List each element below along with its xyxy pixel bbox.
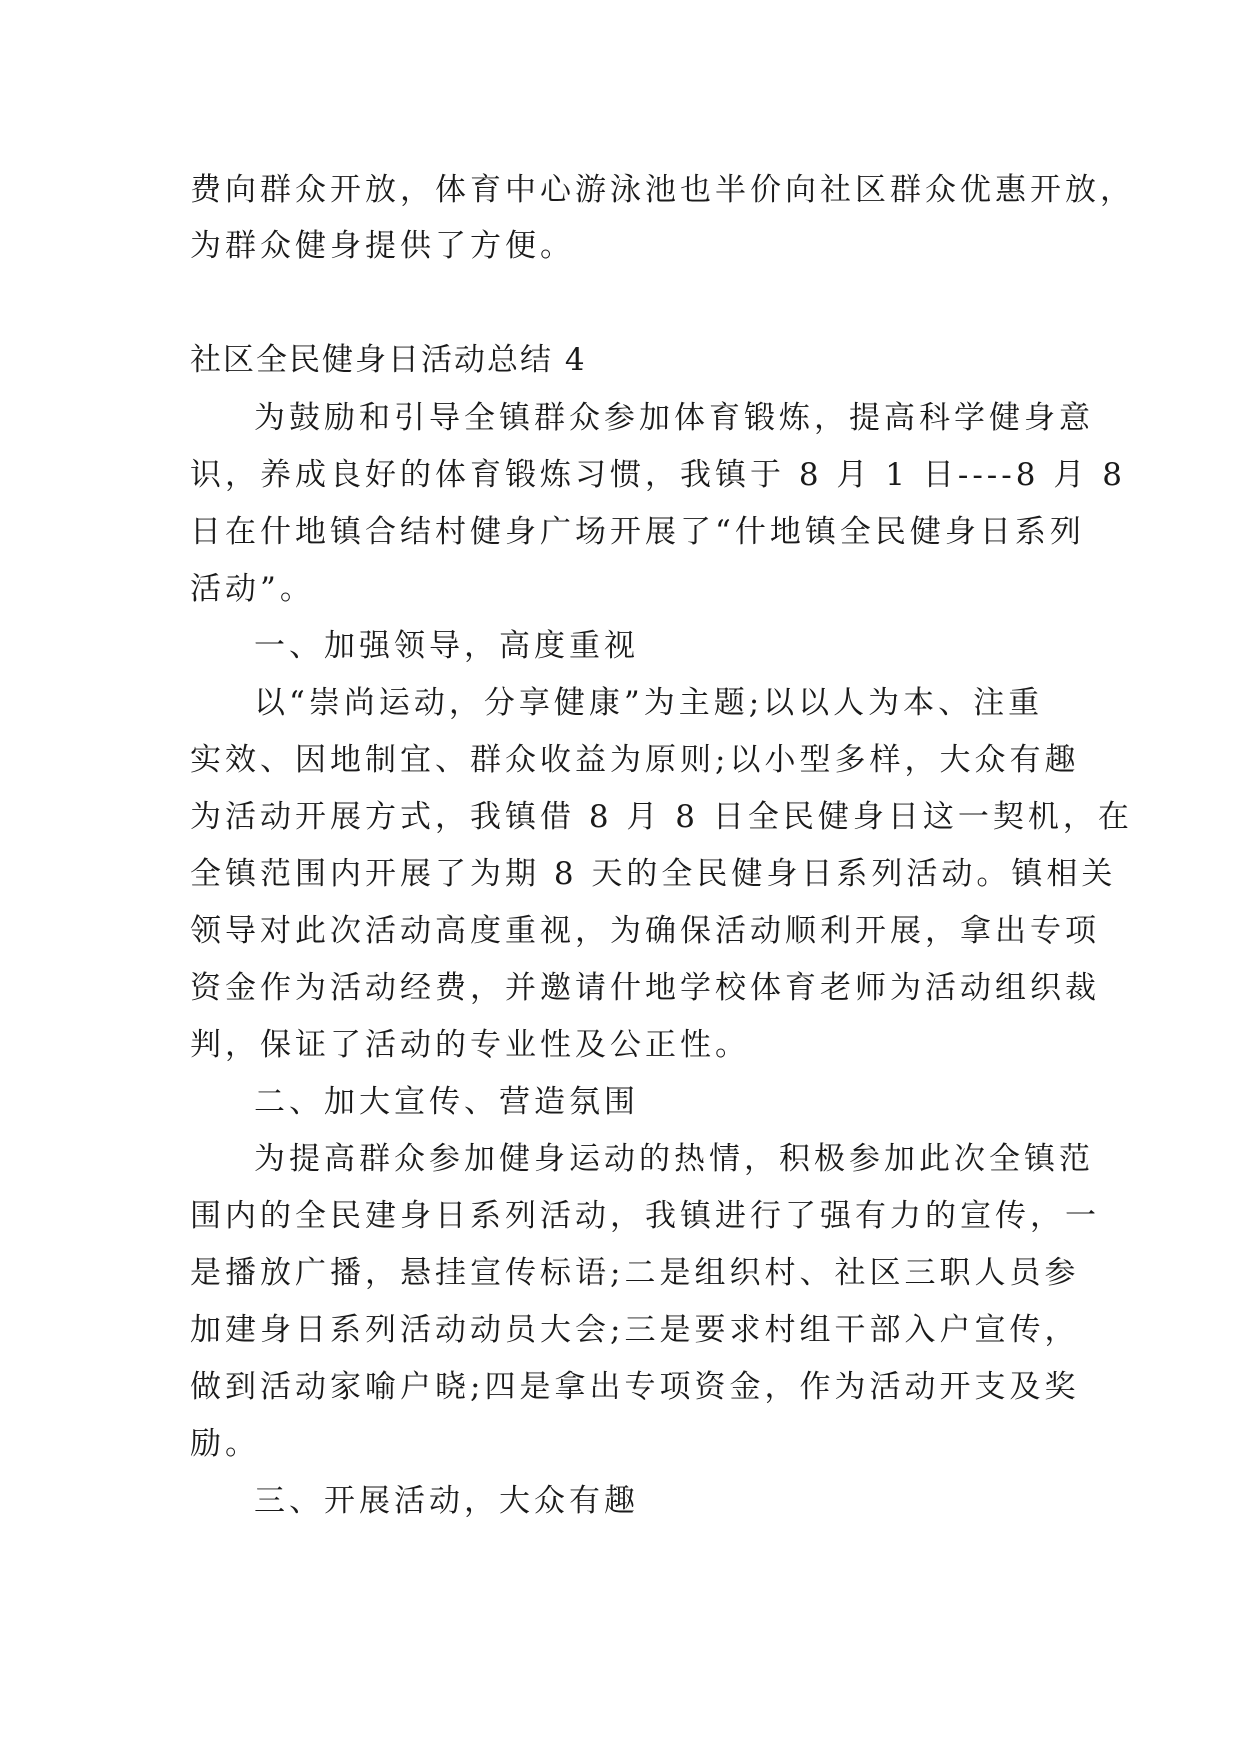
paragraph-line: 实效、因地制宜、群众收益为原则;以小型多样，大众有趣 xyxy=(190,742,1080,778)
paragraph-line: 活动”。 xyxy=(190,571,315,607)
paragraph-line: 为提高群众参加健身运动的热情，积极参加此次全镇范 xyxy=(254,1141,1094,1177)
paragraph-line: 资金作为活动经费，并邀请什地学校体育老师为活动组织裁 xyxy=(190,970,1100,1006)
paragraph-line: 围内的全民建身日系列活动，我镇进行了强有力的宣传，一 xyxy=(190,1198,1100,1234)
paragraph-line: 领导对此次活动高度重视，为确保活动顺利开展，拿出专项 xyxy=(190,913,1100,949)
paragraph-line: 是播放广播，悬挂宣传标语;二是组织村、社区三职人员参 xyxy=(190,1255,1080,1291)
paragraph-line: 以“崇尚运动，分享健康”为主题;以以人为本、注重 xyxy=(254,685,1044,721)
text-line: 为群众健身提供了方便。 xyxy=(190,228,575,264)
paragraph-line: 励。 xyxy=(190,1426,260,1462)
subheading: 一、加强领导，高度重视 xyxy=(254,628,639,664)
paragraph-line: 加建身日系列活动动员大会;三是要求村组干部入户宣传， xyxy=(190,1312,1080,1348)
paragraph-line: 识，养成良好的体育锻炼习惯，我镇于 8 月 1 日----8 月 8 xyxy=(190,457,1126,493)
paragraph-line: 日在什地镇合结村健身广场开展了“什地镇全民健身日系列 xyxy=(190,514,1085,550)
paragraph-line: 做到活动家喻户晓;四是拿出专项资金，作为活动开支及奖 xyxy=(190,1369,1080,1405)
section-title: 社区全民健身日活动总结 4 xyxy=(190,342,587,378)
subheading: 二、加大宣传、营造氛围 xyxy=(254,1084,639,1120)
paragraph-line: 为活动开展方式，我镇借 8 月 8 日全民健身日这一契机，在 xyxy=(190,799,1133,835)
text-line: 费向群众开放，体育中心游泳池也半价向社区群众优惠开放， xyxy=(190,172,1135,208)
paragraph-line: 全镇范围内开展了为期 8 天的全民健身日系列活动。镇相关 xyxy=(190,856,1117,892)
subheading: 三、开展活动，大众有趣 xyxy=(254,1483,639,1519)
paragraph-line: 为鼓励和引导全镇群众参加体育锻炼，提高科学健身意 xyxy=(254,400,1094,436)
paragraph-line: 判，保证了活动的专业性及公正性。 xyxy=(190,1027,750,1063)
